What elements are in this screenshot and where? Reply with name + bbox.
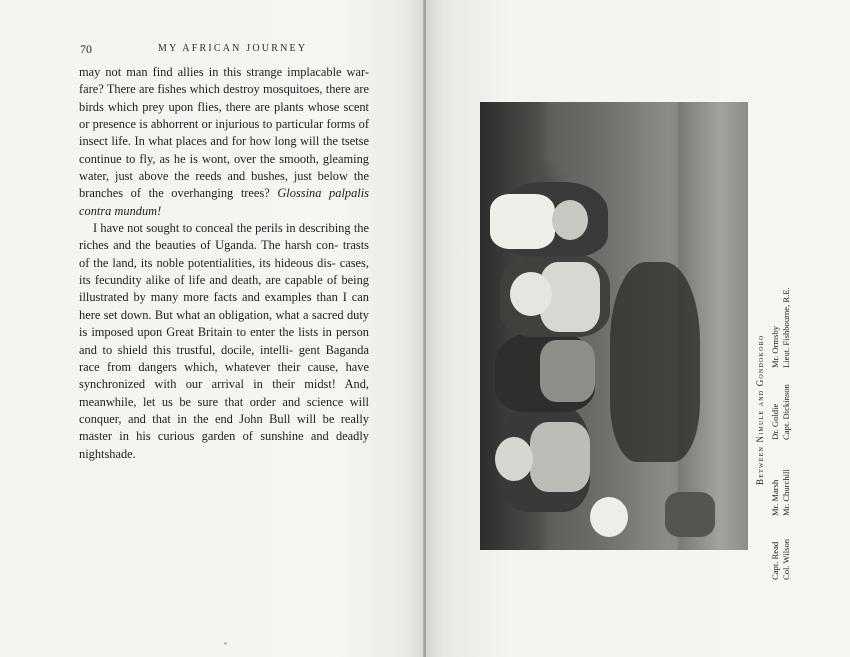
white-object — [590, 497, 628, 537]
text-line: gleaming water, just above the reeds and bushes, just — [79, 151, 369, 184]
figure-1-shirt — [530, 422, 590, 492]
photo-caption — [755, 200, 839, 580]
caption-column-1 — [770, 539, 792, 580]
figure-3-hat — [510, 272, 552, 316]
paper-smudge — [224, 642, 227, 645]
text-line: being illustrated by many more facts and examples than — [79, 273, 369, 305]
running-head — [80, 42, 370, 58]
body-text — [79, 64, 369, 463]
italic-text: Glossina — [277, 186, 322, 201]
right-page — [426, 0, 850, 657]
caption-name: Capt. Read — [770, 541, 780, 580]
caption-column-3 — [770, 384, 792, 440]
caption-name: Capt. Dickinson — [781, 384, 791, 440]
text-line: sacred duty is imposed upon Great Britain to enter the — [79, 307, 369, 340]
caption-name: Dr. Goldie — [770, 403, 780, 440]
text-line: gent Baganda race from dangers which, whatever their — [79, 342, 369, 374]
text-line: scent or presence is abhorrent or injurious to particular — [79, 99, 369, 132]
figure-2-shirt — [540, 340, 595, 402]
text-line: lists in person and to shield this trustful, docile, intelli- — [79, 325, 369, 357]
left-page — [0, 0, 424, 657]
text-line: I can here set down. But what an obligation, what a — [79, 290, 369, 322]
book-title: MY AFRICAN JOURNEY — [158, 43, 308, 54]
text-line: cause, have synchronized with our arrival in their midst! — [79, 359, 369, 392]
figure-4-shirt — [490, 194, 555, 249]
caption-name: Col. Wilson — [781, 538, 791, 580]
text-line: nightshade. — [79, 446, 136, 461]
text-line: fare? There are fishes which destroy mosquitoes, there — [79, 82, 351, 97]
caption-name: Mr. Ormsby — [770, 325, 780, 368]
caption-name: Mr. Marsh — [770, 479, 780, 516]
caption-title: Between Nimule and Gondokoro — [755, 334, 765, 485]
text-line: I have not sought to conceal the perils in describing — [93, 221, 351, 236]
text-line: forms of insect life. In what places and for how long will — [79, 117, 370, 149]
group-photograph — [480, 102, 748, 550]
caption-column-4 — [770, 287, 792, 368]
text-line: the tsetse continue to fly, as he is wont, over the smooth, — [79, 134, 369, 166]
text-line: will conquer, and that in the end John Bull will be really — [79, 394, 369, 426]
text-line: the riches and the beauties of Uganda. The harsh con- — [79, 221, 369, 253]
legs — [610, 262, 700, 462]
page-number: 70 — [80, 42, 92, 56]
text-line: master in his curious garden of sunshine and deadly — [79, 429, 369, 444]
box-object — [665, 492, 715, 537]
paragraph-1 — [79, 64, 369, 220]
figure-1-hat — [495, 437, 533, 481]
text-line: may not man find allies in this strange implacable war- — [79, 65, 369, 79]
text-line: And, meanwhile, let us be sure that order and science — [79, 377, 369, 409]
text-line: are birds which prey upon flies, there are plants whose — [79, 82, 369, 114]
caption-name: Lieut. Fishbourne, R.E. — [781, 287, 791, 368]
text-line: below the branches of the overhanging trees? — [79, 169, 369, 201]
caption-column-2 — [770, 469, 792, 516]
text-line: cases, its fecundity alike of life and death, are capable of — [79, 255, 369, 288]
figure-4-hat — [552, 200, 588, 240]
italic-text: palpalis contra mundum! — [79, 186, 369, 218]
paragraph-2 — [79, 220, 369, 463]
caption-name: Mr. Churchill — [781, 469, 791, 516]
text-line: trasts of the land, its noble potentialities, its hideous dis- — [79, 238, 369, 270]
